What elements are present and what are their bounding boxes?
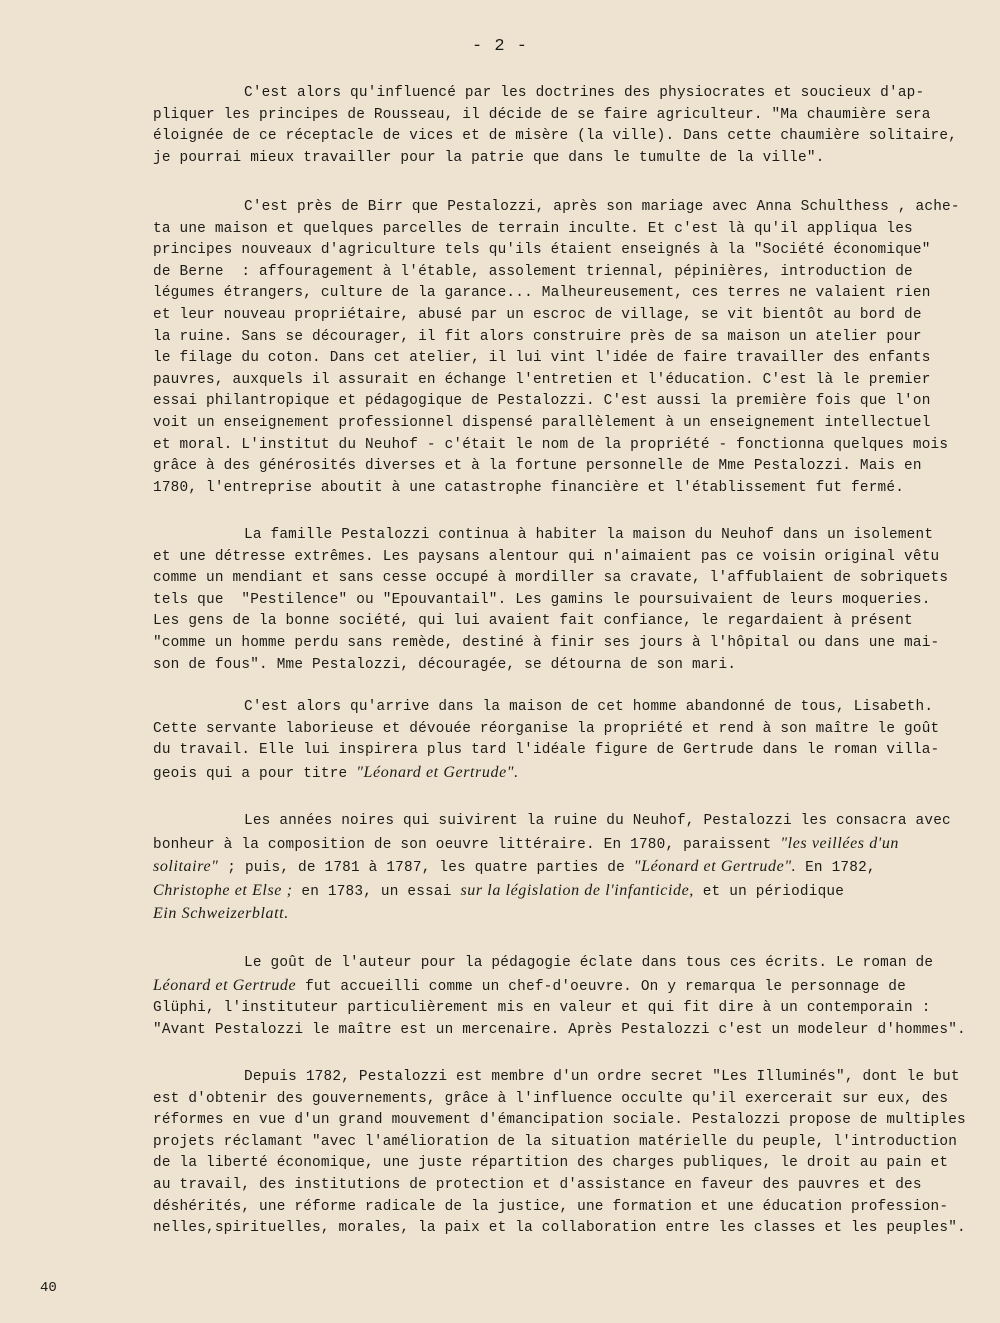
text-line bbox=[153, 547, 993, 569]
text-line bbox=[153, 283, 993, 305]
text-line bbox=[153, 435, 993, 457]
text-line bbox=[153, 833, 993, 857]
text-run: le filage du coton. Dans cet atelier, il lui vint l'idée de faire travailler des enfants bbox=[153, 350, 931, 367]
text-line bbox=[153, 697, 993, 719]
text-run: essai philantropique et pédagogique de Pestalozzi. C'est aussi la première fois que l'on bbox=[153, 393, 931, 410]
italic-text: Léonard et Gertrude bbox=[153, 976, 297, 994]
text-line bbox=[153, 391, 993, 413]
italic-text: "Léonard et Gertrude". bbox=[633, 858, 797, 876]
text-run: grâce à des générosités diverses et à la fortune personnelle de Mme Pestalozzi. Mais en bbox=[153, 458, 922, 475]
text-run: Les années noires qui suivirent la ruine du Neuhof, Pestalozzi les consacra avec bbox=[244, 813, 951, 829]
text-run: et un périodique bbox=[693, 883, 845, 900]
text-run: la ruine. Sans se décourager, il fit alors construire près de sa maison un atelier pour bbox=[153, 328, 922, 345]
text-run: fut accueilli comme un chef-d'oeuvre. On y remarqua le personnage de bbox=[296, 978, 906, 995]
text-run: voit un enseignement professionnel dispensé parallèlement à un enseignement intellectuel bbox=[153, 414, 931, 431]
text-run: et leur nouveau propriétaire, abusé par un escroc de village, se vit bientôt au bord de bbox=[153, 306, 922, 323]
paragraph bbox=[153, 811, 993, 927]
italic-text: sur la législation de l'infanticide, bbox=[460, 881, 694, 899]
text-run: projets réclamant "avec l'amélioration de la situation matérielle du peuple, l'introduction bbox=[153, 1133, 958, 1150]
text-line bbox=[153, 83, 993, 105]
text-run: de Berne : affouragement à l'étable, assolement triennal, pépinières, introduction de bbox=[153, 263, 913, 280]
text-line bbox=[153, 611, 993, 633]
text-run: Glüphi, l'instituteur particulièrement mis en valeur et qui fit dire à un contemporain : bbox=[153, 1000, 931, 1017]
text-line bbox=[153, 590, 993, 612]
page-number: - 2 - bbox=[471, 37, 528, 56]
text-line bbox=[153, 856, 993, 880]
text-run: ta une maison et quelques parcelles de terrain inculte. Et c'est là qu'il appliqua les bbox=[153, 220, 913, 237]
text-run: comme un mendiant et sans cesse occupé à mordiller sa cravate, l'affublaient de sobriquets bbox=[153, 570, 949, 587]
text-run: Cette servante laborieuse et dévouée réorganise la propriété et rend à son maître le goût bbox=[153, 720, 940, 737]
text-line bbox=[153, 456, 993, 478]
italic-text: Ein Schweizerblatt. bbox=[153, 905, 289, 923]
text-run: Depuis 1782, Pestalozzi est membre d'un ordre secret "Les Illuminés", dont le but bbox=[244, 1069, 960, 1085]
text-line bbox=[153, 1175, 993, 1197]
text-line bbox=[153, 148, 993, 170]
text-run: je pourrai mieux travailler pour la patrie que dans le tumulte de la ville". bbox=[153, 149, 825, 166]
text-run: au travail, des institutions de protection et d'assistance en faveur des pauvres et des bbox=[153, 1176, 922, 1193]
text-line bbox=[153, 633, 993, 655]
text-line bbox=[153, 478, 993, 500]
text-run: de la liberté économique, une juste répartition des charges publiques, le droit au pain et bbox=[153, 1155, 949, 1172]
text-line bbox=[153, 105, 993, 127]
text-run: "Avant Pestalozzi le maître est un mercenaire. Après Pestalozzi c'est un modeleur d'hommes". bbox=[153, 1021, 966, 1038]
text-line bbox=[153, 262, 993, 284]
text-line bbox=[153, 370, 993, 392]
text-run: et moral. L'institut du Neuhof - c'était le nom de la propriété - fonctionna quelques mois bbox=[153, 436, 949, 453]
text-line bbox=[153, 305, 993, 327]
text-line bbox=[153, 953, 993, 975]
text-line bbox=[153, 811, 993, 833]
text-run: et une détresse extrêmes. Les paysans alentour qui n'aimaient pas ce voisin original vêtu bbox=[153, 548, 940, 565]
text-run: "comme un homme perdu sans remède, destiné à finir ses jours à l'hôpital ou dans une mai- bbox=[153, 634, 940, 651]
text-run: du travail. Elle lui inspirera plus tard l'idéale figure de Gertrude dans le roman villa- bbox=[153, 742, 940, 759]
text-line bbox=[153, 903, 993, 927]
text-run: pauvres, auxquels il assurait en échange l'entretien et l'éducation. C'est là le premier bbox=[153, 371, 931, 388]
text-line bbox=[153, 975, 993, 999]
text-line bbox=[153, 1089, 993, 1111]
paragraph bbox=[153, 83, 993, 169]
text-run: réformes en vue d'un grand mouvement d'émancipation sociale. Pestalozzi propose de multiples bbox=[153, 1112, 966, 1129]
text-line bbox=[153, 568, 993, 590]
text-run: En 1782, bbox=[796, 860, 876, 877]
text-run: 1780, l'entreprise aboutit à une catastrophe financière et l'établissement fut fermé. bbox=[153, 479, 905, 496]
paragraph bbox=[153, 953, 993, 1041]
text-run: Le goût de l'auteur pour la pédagogie éclate dans tous ces écrits. Le roman de bbox=[244, 955, 934, 971]
text-line bbox=[153, 880, 993, 904]
text-run: principes nouveaux d'agriculture tels qu'ils étaient enseignés à la "Société économique" bbox=[153, 242, 931, 259]
text-run: en 1783, un essai bbox=[292, 883, 461, 900]
text-line bbox=[153, 1197, 993, 1219]
paragraph bbox=[153, 197, 993, 499]
text-line bbox=[153, 655, 993, 677]
text-run: son de fous". Mme Pestalozzi, découragée, se détourna de son mari. bbox=[153, 656, 737, 673]
text-run: est d'obtenir des gouvernements, grâce à l'influence occulte qu'il exercerait sur eux, des bbox=[153, 1090, 949, 1107]
text-line bbox=[153, 762, 993, 786]
text-line bbox=[153, 1067, 993, 1089]
text-line bbox=[153, 1153, 993, 1175]
paragraph bbox=[153, 1067, 993, 1240]
text-line bbox=[153, 240, 993, 262]
text-run: C'est alors qu'arrive dans la maison de cet homme abandonné de tous, Lisabeth. bbox=[244, 699, 934, 715]
text-line bbox=[153, 1110, 993, 1132]
text-line bbox=[153, 413, 993, 435]
text-line bbox=[153, 126, 993, 148]
text-line bbox=[153, 197, 993, 219]
text-line bbox=[153, 219, 993, 241]
italic-text: "les veillées d'un bbox=[780, 834, 900, 852]
italic-text: solitaire" bbox=[153, 858, 219, 876]
paragraph bbox=[153, 697, 993, 785]
text-run: geois qui a pour titre bbox=[153, 765, 357, 782]
text-run: légumes étrangers, culture de la garance... Malheureusement, ces terres ne valaient rien bbox=[153, 285, 931, 302]
text-line bbox=[153, 1218, 993, 1240]
text-line bbox=[153, 348, 993, 370]
text-run: C'est alors qu'influencé par les doctrines des physiocrates et soucieux d'ap- bbox=[244, 85, 925, 101]
text-run: C'est près de Birr que Pestalozzi, après son mariage avec Anna Schulthess , ache- bbox=[244, 199, 960, 215]
text-run: pliquer les principes de Rousseau, il décide de se faire agriculteur. "Ma chaumière sera bbox=[153, 106, 931, 123]
text-line bbox=[153, 719, 993, 741]
text-run: ; puis, de 1781 à 1787, les quatre parties de bbox=[218, 860, 634, 877]
text-run: bonheur à la composition de son oeuvre littéraire. En 1780, paraissent bbox=[153, 836, 781, 853]
text-line bbox=[153, 1132, 993, 1154]
text-line bbox=[153, 1020, 993, 1042]
text-line bbox=[153, 327, 993, 349]
text-run: déshérités, une réforme radicale de la justice, une formation et une éducation profession- bbox=[153, 1198, 949, 1215]
text-line bbox=[153, 998, 993, 1020]
text-run: nelles,spirituelles, morales, la paix et la collaboration entre les classes et les peuples". bbox=[153, 1220, 966, 1237]
text-line bbox=[153, 740, 993, 762]
text-run: tels que "Pestilence" ou "Epouvantail". Les gamins le poursuivaient de leurs moqueries. bbox=[153, 591, 931, 608]
paragraph bbox=[153, 525, 993, 676]
archive-page-number: 40 bbox=[40, 1280, 57, 1296]
text-line bbox=[153, 525, 993, 547]
text-run: éloignée de ce réceptacle de vices et de misère (la ville). Dans cette chaumière solitaire, bbox=[153, 128, 958, 145]
italic-text: Christophe et Else ; bbox=[153, 881, 293, 899]
text-run: La famille Pestalozzi continua à habiter la maison du Neuhof dans un isolement bbox=[244, 527, 934, 543]
text-run: Les gens de la bonne société, qui lui avaient fait confiance, le regardaient à présent bbox=[153, 613, 913, 630]
italic-text: "Léonard et Gertrude". bbox=[356, 763, 519, 781]
